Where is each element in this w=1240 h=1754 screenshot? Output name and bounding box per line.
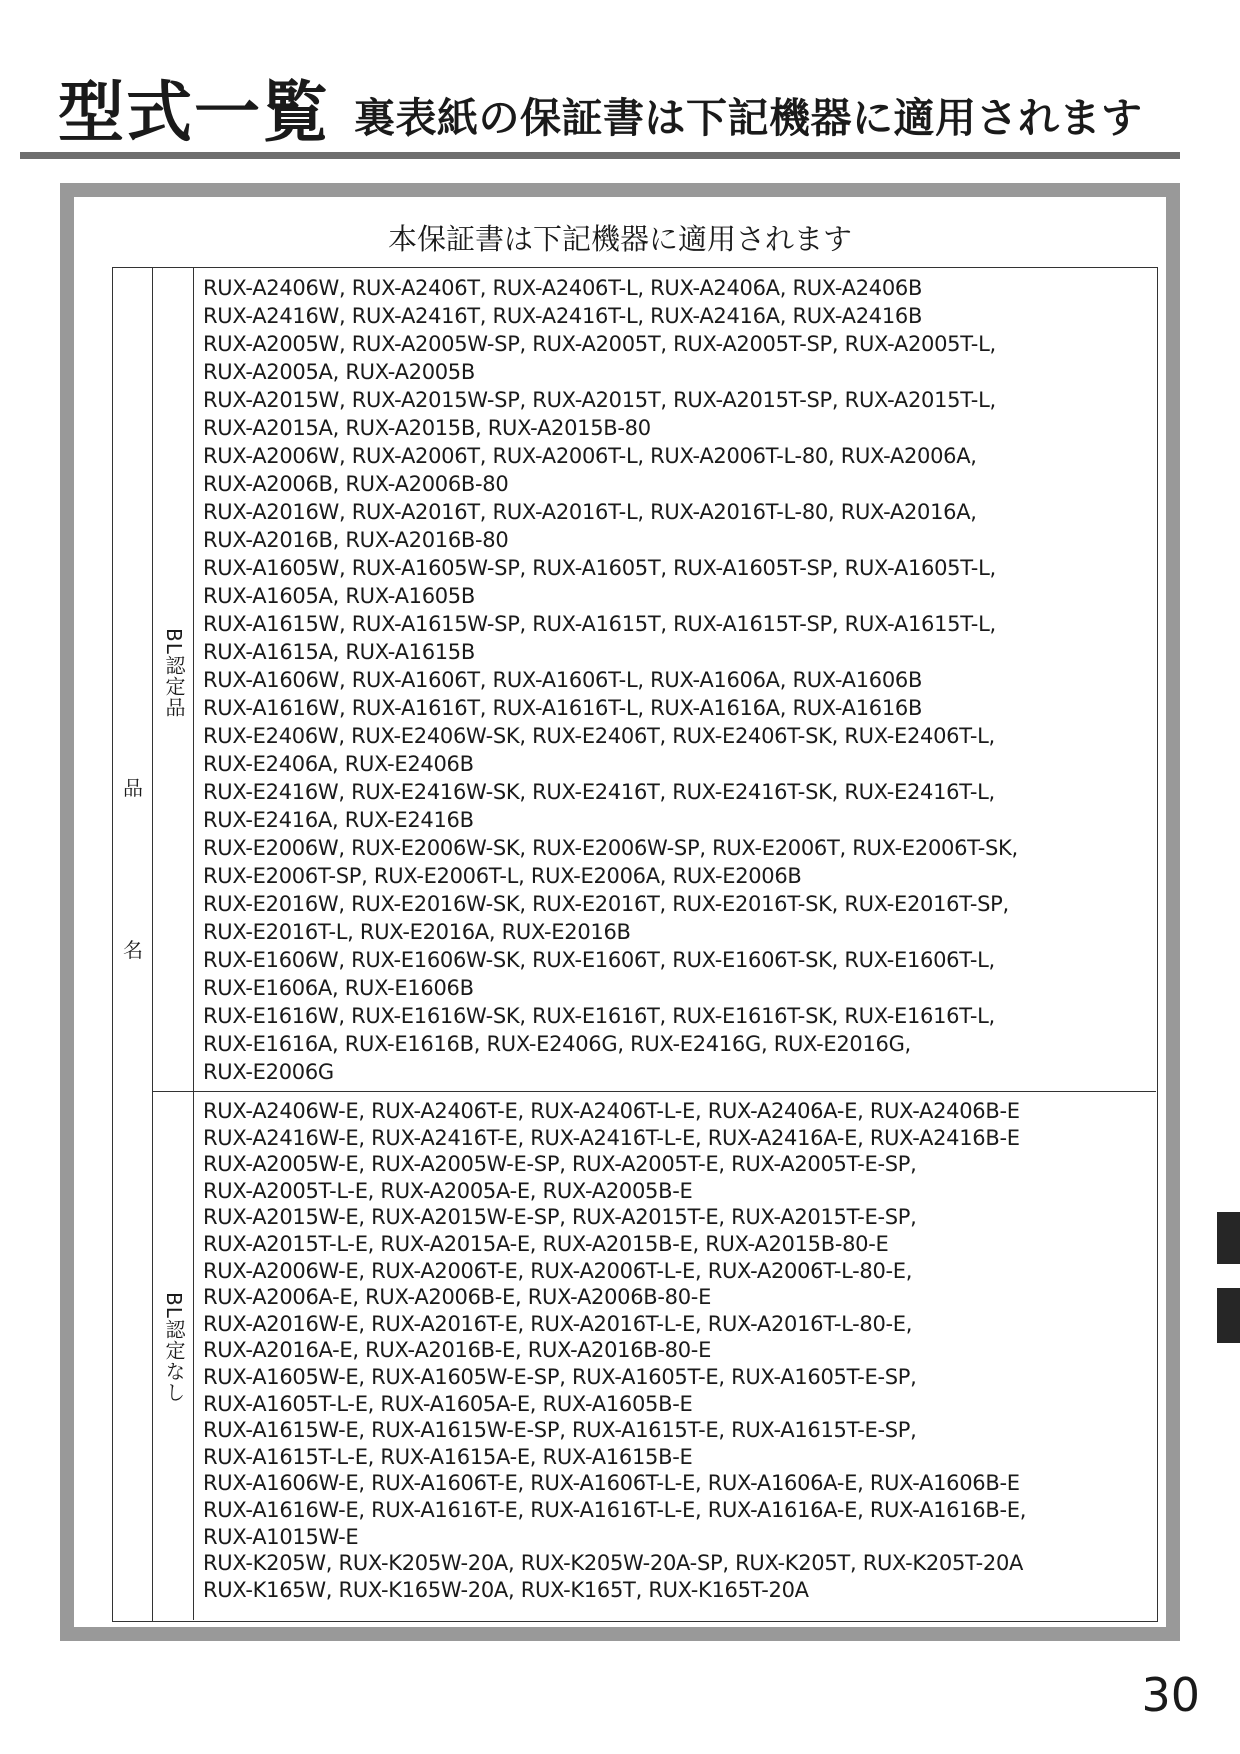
page-number: 30: [1141, 1668, 1200, 1722]
model-line: RUX-E2406W, RUX-E2406W-SK, RUX-E2406T, RUX-E2406T-SK, RUX-E2406T-L,: [203, 724, 995, 748]
side-tab-marker: [1217, 1212, 1240, 1264]
model-line: RUX-A2005W-E, RUX-A2005W-E-SP, RUX-A2005T-E, RUX-A2005T-E-SP,: [203, 1152, 917, 1177]
model-line: RUX-A1616W-E, RUX-A1616T-E, RUX-A1616T-L-E, RUX-A1616A-E, RUX-A1616B-E,: [203, 1497, 1027, 1522]
model-line: RUX-A2016W, RUX-A2016T, RUX-A2016T-L, RUX-A2016T-L-80, RUX-A2016A,: [203, 500, 977, 524]
model-line: RUX-A2005W, RUX-A2005W-SP, RUX-A2005T, RUX-A2005T-SP, RUX-A2005T-L,: [203, 332, 996, 356]
page-title: 型式一覧: [58, 74, 330, 151]
model-line: RUX-A2006W-E, RUX-A2006T-E, RUX-A2006T-L-E, RUX-A2006T-L-80-E,: [203, 1258, 913, 1283]
group-label-bl-certified: [153, 268, 194, 1091]
model-list-bl-certified: [203, 274, 1018, 1086]
model-line: RUX-A2406W, RUX-A2406T, RUX-A2406T-L, RUX-A2406A, RUX-A2406B: [203, 276, 923, 300]
model-line: RUX-E2016T-L, RUX-E2016A, RUX-E2016B: [203, 920, 631, 944]
table-caption: 本保証書は下記機器に適用されます: [387, 222, 852, 256]
model-line: RUX-A1605A, RUX-A1605B: [203, 584, 475, 608]
model-line: RUX-E1606A, RUX-E1606B: [203, 976, 474, 1000]
model-line: RUX-A1605T-L-E, RUX-A1605A-E, RUX-A1605B-E: [203, 1391, 693, 1416]
model-line: RUX-A2016A-E, RUX-A2016B-E, RUX-A2016B-80-E: [203, 1338, 712, 1363]
model-line: RUX-A1605W-E, RUX-A1605W-E-SP, RUX-A1605T-E, RUX-A1605T-E-SP,: [203, 1364, 917, 1389]
model-line: RUX-E2406A, RUX-E2406B: [203, 752, 474, 776]
group-label-text: BL認定なし: [162, 1292, 186, 1403]
model-line: RUX-A2416W-E, RUX-A2416T-E, RUX-A2416T-L-E, RUX-A2416A-E, RUX-A2416B-E: [203, 1125, 1020, 1150]
model-line: RUX-A2015W-E, RUX-A2015W-E-SP, RUX-A2015T-E, RUX-A2015T-E-SP,: [203, 1205, 917, 1230]
model-table: [112, 267, 1158, 1622]
model-line: RUX-A1605W, RUX-A1605W-SP, RUX-A1605T, RUX-A1605T-SP, RUX-A1605T-L,: [203, 556, 996, 580]
model-line: RUX-A2006A-E, RUX-A2006B-E, RUX-A2006B-80-E: [203, 1285, 712, 1310]
product-name-header: [113, 268, 153, 1621]
model-list-bl-not-certified: [203, 1098, 1026, 1603]
model-line: RUX-E2006T-SP, RUX-E2006T-L, RUX-E2006A, RUX-E2006B: [203, 864, 802, 888]
model-line: RUX-E1616A, RUX-E1616B, RUX-E2406G, RUX-E2416G, RUX-E2016G,: [203, 1032, 911, 1056]
model-line: RUX-A1615W, RUX-A1615W-SP, RUX-A1615T, RUX-A1615T-SP, RUX-A1615T-L,: [203, 612, 996, 636]
group-label-bl-not-certified: [153, 1092, 194, 1620]
model-line: RUX-E2006W, RUX-E2006W-SK, RUX-E2006W-SP, RUX-E2006T, RUX-E2006T-SK,: [203, 836, 1018, 860]
model-line: RUX-A2015A, RUX-A2015B, RUX-A2015B-80: [203, 416, 651, 440]
model-line: RUX-E2006G: [203, 1060, 334, 1084]
model-line: RUX-A2005T-L-E, RUX-A2005A-E, RUX-A2005B-E: [203, 1178, 693, 1203]
model-line: RUX-A2015T-L-E, RUX-A2015A-E, RUX-A2015B-E, RUX-A2015B-80-E: [203, 1231, 889, 1256]
model-line: RUX-A2015W, RUX-A2015W-SP, RUX-A2015T, RUX-A2015T-SP, RUX-A2015T-L,: [203, 388, 996, 412]
side-tab-marker: [1217, 1288, 1240, 1343]
model-line: RUX-A1015W-E: [203, 1524, 359, 1549]
product-name-header-char: 名: [123, 938, 143, 962]
model-line: RUX-A2006B, RUX-A2006B-80: [203, 472, 509, 496]
model-line: RUX-A1615W-E, RUX-A1615W-E-SP, RUX-A1615T-E, RUX-A1615T-E-SP,: [203, 1418, 917, 1443]
group-bl-not-certified: [153, 1092, 1156, 1620]
model-line: RUX-A1616W, RUX-A1616T, RUX-A1616T-L, RUX-A1616A, RUX-A1616B: [203, 696, 923, 720]
product-name-header-char: 品: [123, 776, 143, 800]
page-subtitle: 裏表紙の保証書は下記機器に適用されます: [354, 94, 1143, 142]
model-line: RUX-E1616W, RUX-E1616W-SK, RUX-E1616T, RUX-E1616T-SK, RUX-E1616T-L,: [203, 1004, 995, 1028]
model-line: RUX-K205W, RUX-K205W-20A, RUX-K205W-20A-SP, RUX-K205T, RUX-K205T-20A: [203, 1551, 1024, 1576]
model-line: RUX-A2006W, RUX-A2006T, RUX-A2006T-L, RUX-A2006T-L-80, RUX-A2006A,: [203, 444, 977, 468]
model-line: RUX-K165W, RUX-K165W-20A, RUX-K165T, RUX-K165T-20A: [203, 1577, 809, 1602]
header-divider: [20, 152, 1180, 159]
group-label-text: BL認定品: [162, 628, 186, 718]
group-bl-certified: [153, 268, 1156, 1092]
model-line: RUX-E2416A, RUX-E2416B: [203, 808, 474, 832]
model-line: RUX-A2406W-E, RUX-A2406T-E, RUX-A2406T-L-E, RUX-A2406A-E, RUX-A2406B-E: [203, 1099, 1020, 1123]
warranty-panel: [60, 183, 1180, 1641]
model-line: RUX-A1606W, RUX-A1606T, RUX-A1606T-L, RUX-A1606A, RUX-A1606B: [203, 668, 923, 692]
model-line: RUX-E2416W, RUX-E2416W-SK, RUX-E2416T, RUX-E2416T-SK, RUX-E2416T-L,: [203, 780, 995, 804]
model-line: RUX-E1606W, RUX-E1606W-SK, RUX-E1606T, RUX-E1606T-SK, RUX-E1606T-L,: [203, 948, 995, 972]
page-header: [58, 74, 1178, 151]
model-line: RUX-A2416W, RUX-A2416T, RUX-A2416T-L, RUX-A2416A, RUX-A2416B: [203, 304, 923, 328]
model-line: RUX-A2016B, RUX-A2016B-80: [203, 528, 509, 552]
model-line: RUX-A2005A, RUX-A2005B: [203, 360, 475, 384]
model-line: RUX-A1606W-E, RUX-A1606T-E, RUX-A1606T-L-E, RUX-A1606A-E, RUX-A1606B-E: [203, 1471, 1020, 1496]
model-line: RUX-A1615A, RUX-A1615B: [203, 640, 475, 664]
model-line: RUX-A2016W-E, RUX-A2016T-E, RUX-A2016T-L-E, RUX-A2016T-L-80-E,: [203, 1311, 913, 1336]
model-line: RUX-E2016W, RUX-E2016W-SK, RUX-E2016T, RUX-E2016T-SK, RUX-E2016T-SP,: [203, 892, 1009, 916]
model-line: RUX-A1615T-L-E, RUX-A1615A-E, RUX-A1615B-E: [203, 1444, 693, 1469]
